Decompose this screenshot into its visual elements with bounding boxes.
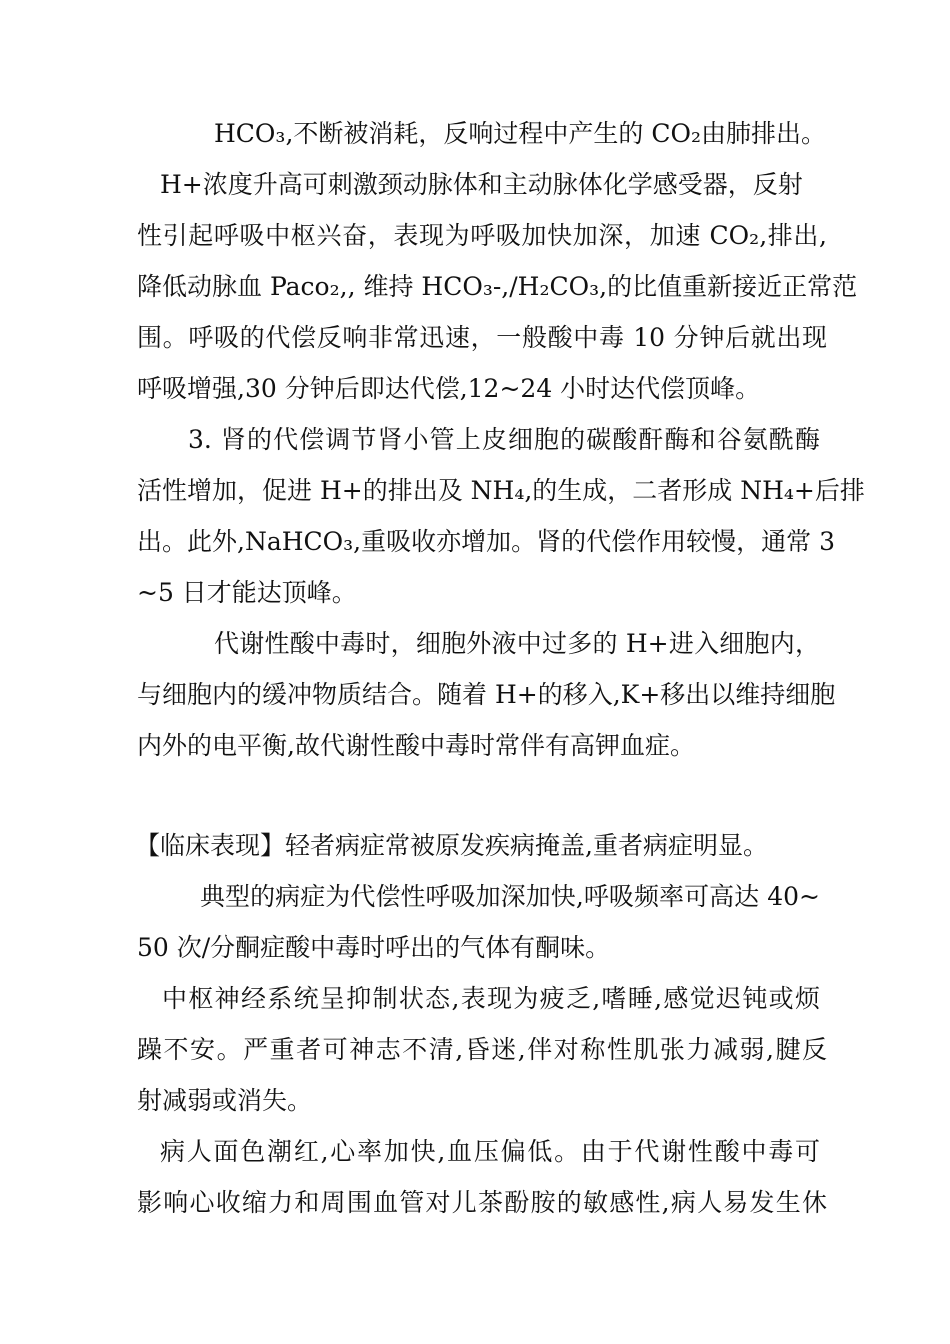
text-line: 活性增加，促进 H+的排出及 NH₄,的生成，二者形成 NH₄+后排	[137, 476, 865, 505]
text-line: HCO₃,不断被消耗，反响过程中产生的 CO₂由肺排出。	[214, 119, 826, 148]
text-line: 躁不安。严重者可神志不清,昏迷,伴对称性肌张力减弱,腱反	[137, 1035, 827, 1064]
text-line: 3. 肾的代偿调节肾小管上皮细胞的碳酸酐酶和谷氨酰酶	[188, 425, 820, 454]
text-line: 出。此外,NaHCO₃,重吸收亦增加。肾的代偿作用较慢，通常 3	[137, 527, 835, 556]
text-line: 性引起呼吸中枢兴奋，表现为呼吸加快加深，加速 CO₂,排出,	[137, 221, 827, 250]
text-line: 影响心收缩力和周围血管对儿茶酚胺的敏感性,病人易发生休	[137, 1188, 827, 1217]
text-line: 呼吸增强,30 分钟后即达代偿,12~24 小时达代偿顶峰。	[137, 374, 761, 403]
text-line: 中枢神经系统呈抑制状态,表现为疲乏,嗜睡,感觉迟钝或烦	[162, 984, 820, 1013]
text-line: 与细胞内的缓冲物质结合。随着 H+的移入,K+移出以维持细胞	[137, 680, 836, 709]
section-heading: 【临床表现】轻者病症常被原发疾病掩盖,重者病症明显。	[135, 831, 768, 860]
text-line: 围。呼吸的代偿反响非常迅速，一般酸中毒 10 分钟后就出现	[137, 323, 827, 352]
text-line: 内外的电平衡,故代谢性酸中毒时常伴有高钾血症。	[137, 731, 695, 760]
text-line: 射减弱或消失。	[137, 1086, 313, 1115]
text-line: 降低动脉血 Paco₂,, 维持 HCO₃-,/H₂CO₃,的比值重新接近正常范	[137, 272, 858, 301]
text-line: ~5 日才能达顶峰。	[137, 578, 357, 607]
text-line: 代谢性酸中毒时，细胞外液中过多的 H+进入细胞内，	[214, 629, 820, 658]
text-line: H+浓度升高可刺激颈动脉体和主动脉体化学感受器，反射	[160, 170, 803, 199]
text-line: 典型的病症为代偿性呼吸加深加快,呼吸频率可高达 40~	[200, 882, 820, 911]
text-line: 50 次/分酮症酸中毒时呼出的气体有酮味。	[137, 933, 611, 962]
text-line: 病人面色潮红,心率加快,血压偏低。由于代谢性酸中毒可	[160, 1137, 820, 1166]
